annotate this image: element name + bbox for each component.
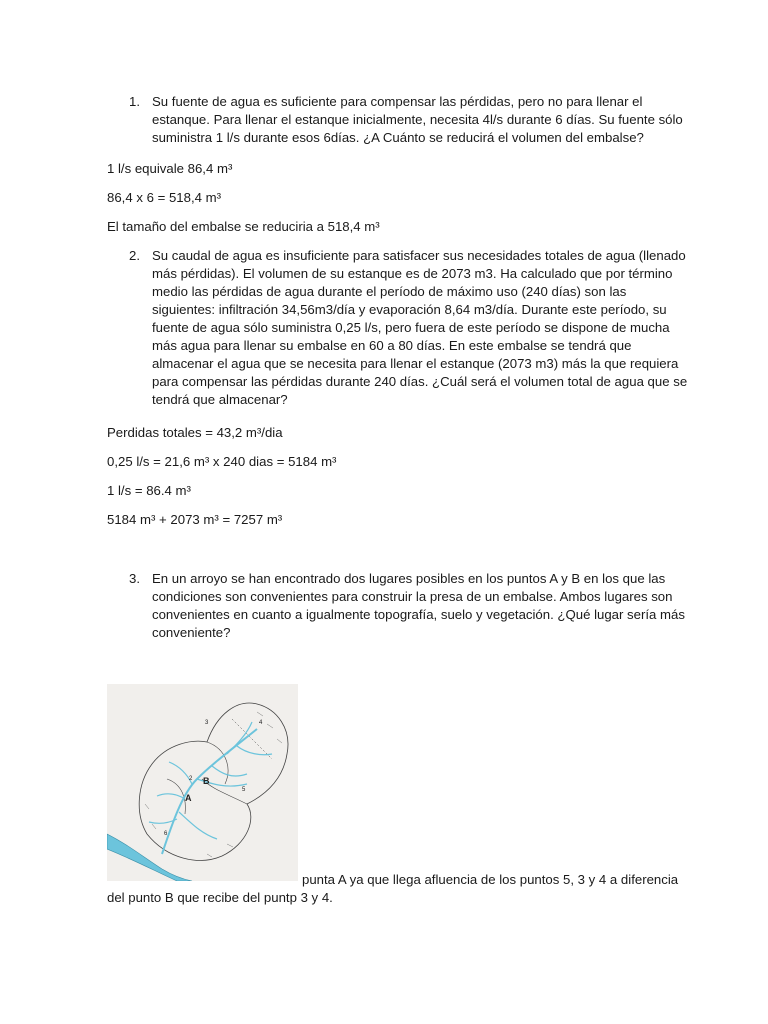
basin-label-3: 3 xyxy=(205,720,209,726)
q3-answer-line: punta A ya que llega afluencia de los puntos 5, 3 y 4 a diferencia xyxy=(302,872,679,887)
q2-answer-line: Perdidas totales = 43,2 m³/dia xyxy=(107,425,283,440)
q1-text-line: estanque. Para llenar el estanque inicialmente, necesita 4l/s durante 6 días. Su fuente sólo xyxy=(152,112,683,127)
q2-text-line: más pérdidas). El volumen de su estanque es de 2073 m3. Ha calculado que por término xyxy=(152,266,673,281)
tributary-streams xyxy=(149,722,272,839)
q2-text-line: siguientes: infiltración 34,56m3/día y evaporación 8,64 m3/día. Durante este período, su xyxy=(152,302,667,317)
q1-answer-line: 1 l/s equivale 86,4 m³ xyxy=(107,161,233,176)
q2-text-line: tendrá que almacenar? xyxy=(152,392,288,407)
q3-text-line: En un arroyo se han encontrado dos lugares posibles en los puntos A y B en los que las xyxy=(152,571,666,586)
watershed-sketch xyxy=(107,684,298,881)
q1-text-line: Su fuente de agua es suficiente para compensar las pérdidas, pero no para llenar el xyxy=(152,94,643,109)
q1-answer-line: 86,4 x 6 = 518,4 m³ xyxy=(107,190,221,205)
q3-number: 3. xyxy=(129,571,140,586)
basin-label-2: 2 xyxy=(189,776,193,782)
main-river xyxy=(107,834,192,881)
q1-text-line: suministra 1 l/s durante esos 6días. ¿A Cuánto se reducirá el volumen del embalse? xyxy=(152,130,644,145)
watershed-figure xyxy=(107,684,298,881)
q2-text-line: más agua para llenar su embalse en 60 a 80 días. En este embalse se tendrá que xyxy=(152,338,632,353)
q3-text-line: condiciones son convenientes para construir la presa de un embalse. Ambos lugares son xyxy=(152,589,673,604)
q2-answer-line: 1 l/s = 86.4 m³ xyxy=(107,483,191,498)
subbasin-divide xyxy=(167,779,185,814)
basin-label-4: 4 xyxy=(259,720,263,726)
q3-text-line: conveniente? xyxy=(152,625,231,640)
q1-number: 1. xyxy=(129,94,140,109)
point-label-a: A xyxy=(185,793,192,803)
q2-answer-line: 5184 m³ + 2073 m³ = 7257 m³ xyxy=(107,512,283,527)
q2-text-line: para compensar las pérdidas durante 240 días. ¿Cuál será el volumen total de agua que se xyxy=(152,374,688,389)
q2-text-line: almacenar el agua que se necesita para llenar el estanque (2073 m3) más la que requiera xyxy=(152,356,679,371)
q2-text-line: medio las pérdidas de agua durante el período de máximo uso (240 días) son las xyxy=(152,284,627,299)
point-label-b: B xyxy=(203,776,210,786)
basin-label-5: 5 xyxy=(242,787,246,793)
q2-text-line: fuente de agua sólo suministra 0,25 l/s, pero fuera de este período se dispone de mucha xyxy=(152,320,670,335)
catchment-outline xyxy=(139,703,288,860)
q2-number: 2. xyxy=(129,248,140,263)
q3-answer-line: del punto B que recibe del puntp 3 y 4. xyxy=(107,890,333,905)
subbasin-divide xyxy=(207,742,228,784)
basin-label-6: 6 xyxy=(164,831,168,837)
q3-text-line: convenientes en cuanto a igualmente topografía, suelo y vegetación. ¿Qué lugar sería más xyxy=(152,607,685,622)
q1-answer-line: El tamaño del embalse se reduciria a 518,4 m³ xyxy=(107,219,380,234)
q2-text-line: Su caudal de agua es insuficiente para satisfacer sus necesidades totales de agua (llenado xyxy=(152,248,686,263)
q2-answer-line: 0,25 l/s = 21,6 m³ x 240 dias = 5184 m³ xyxy=(107,454,337,469)
